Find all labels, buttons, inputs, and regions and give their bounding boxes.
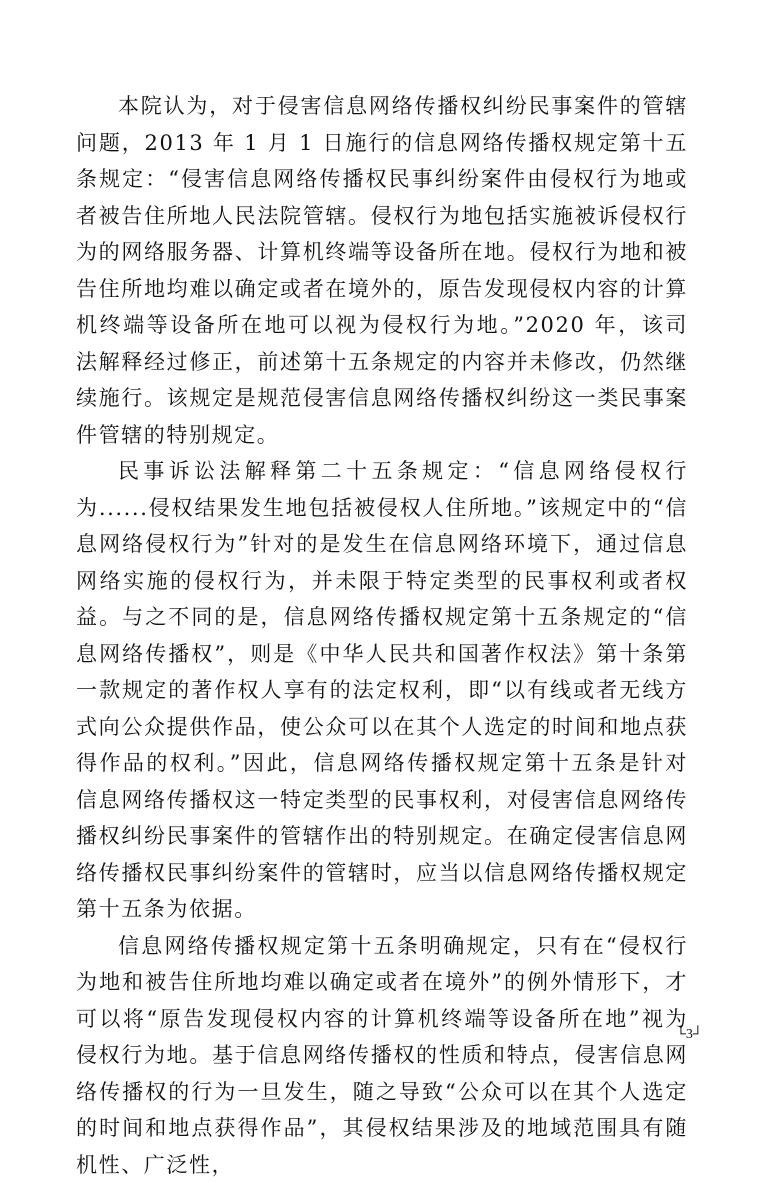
page-number-value: 3 — [686, 1027, 693, 1042]
document-body — [76, 88, 688, 1183]
paragraph-court-opinion: 本院认为，对于侵害信息网络传播权纠纷民事案件的管辖问题，2013 年 1 月 1 日施行的信息网络传播权规定第十五条规定：“侵害信息网络传播权民事纠纷案件由侵权行为地或者被告住所地人民法院管辖。侵权行为地包括实施被诉侵权行为的网络服务器、计算机终端等设备所在地。侵权行为地和被告住所地均难以确定或者在境外的，原告发现侵权内容的计算机终端等设备所在地可以视为侵权行为地。”2020 年，该司法解释经过修正，前述第十五条规定的内容并未修改，仍然继续施行。该规定是规范侵害信息网络传播权纠纷这一类民事案件管辖的特别规定。 — [76, 88, 688, 453]
page-number: └3┘ — [676, 1027, 703, 1043]
paragraph-civil-procedure-interpretation: 民事诉讼法解释第二十五条规定：“信息网络侵权行为......侵权结果发生地包括被侵权人住所地。”该规定中的“信息网络侵权行为”针对的是发生在信息网络环境下，通过信息网络实施的侵权行为，并未限于特定类型的民事权利或者权益。与之不同的是，信息网络传播权规定第十五条规定的“信息网络传播权”，则是《中华人民共和国著作权法》第十条第一款规定的著作权人享有的法定权利，即“以有线或者无线方式向公众提供作品，使公众可以在其个人选定的时间和地点获得作品的权利。”因此，信息网络传播权规定第十五条是针对信息网络传播权这一特定类型的民事权利，对侵害信息网络传播权纠纷民事案件的管辖作出的特别规定。在确定侵害信息网络传播权民事纠纷案件的管辖时，应当以信息网络传播权规定第十五条为依据。 — [76, 453, 688, 928]
paragraph-network-rights-rule: 信息网络传播权规定第十五条明确规定，只有在“侵权行为地和被告住所地均难以确定或者在境外”的例外情形下，才可以将“原告发现侵权内容的计算机终端等设备所在地”视为侵权行为地。基于信息网络传播权的性质和特点，侵害信息网络传播权的行为一旦发生，随之导致“公众可以在其个人选定的时间和地点获得作品”，其侵权结果涉及的地域范围具有随机性、广泛性， — [76, 928, 688, 1183]
